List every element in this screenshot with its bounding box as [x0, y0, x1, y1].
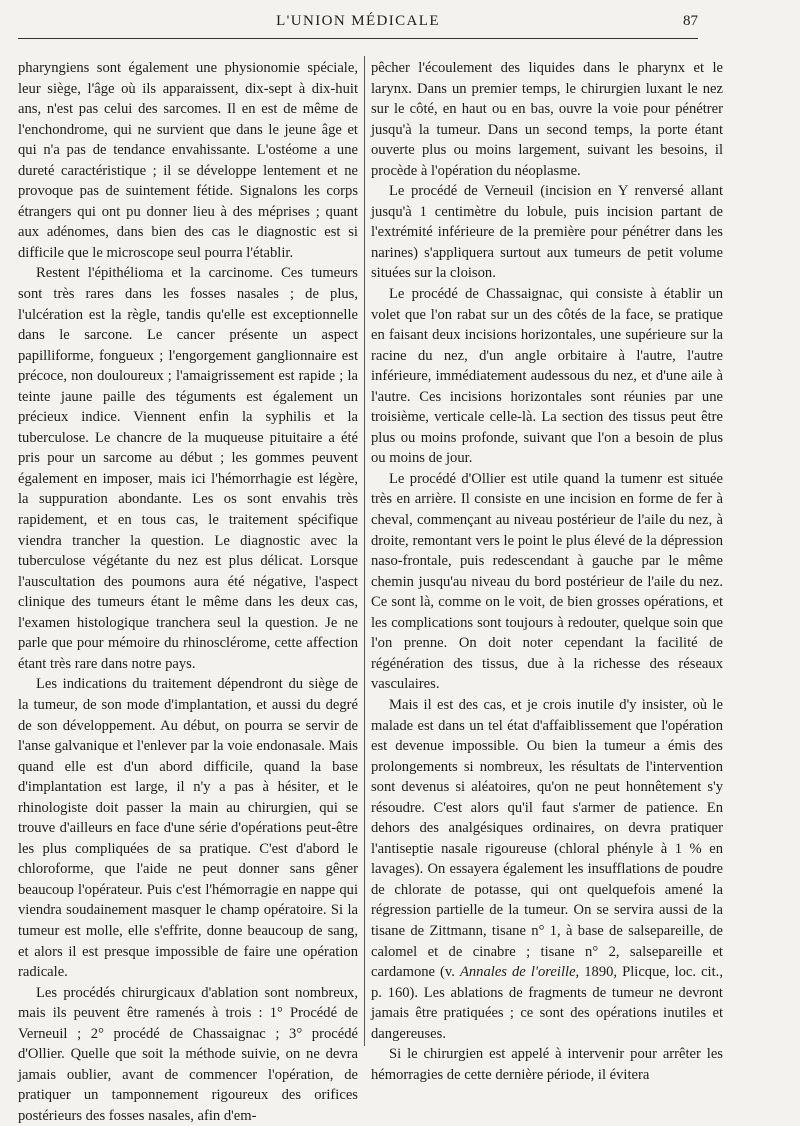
column-divider: [364, 56, 365, 1046]
paragraph: Les indications du traitement dépendront du siège de la tumeur, de son mode d'implantation, et aussi du degré de son développement. Au début, on pourra se servir de l'anse galvanique et l'enlever par la voie endonasale. Mais quand elle est d'un abord difficile, quand la base d'implantation est large, il n'y a pas à hésiter, et le rhinologiste doit passer la main au chirurgien, qui se trouve d'ailleurs en face d'une série d'opérations peut-être les plus compliquées de sa pratique. C'est d'abord le chloroforme, que l'aide ne peut donner sans gêner beaucoup l'opérateur. Puis c'est l'hémorragie en nappe qui viendra soudainement masquer le champ opératoire. Si la tumeur est molle, elle s'effrite, donne beaucoup de sang, et alors il est presque impossible de faire une opération radicale.: [18, 676, 358, 981]
right-column: [371, 58, 723, 1083]
header-rule: [18, 38, 698, 39]
paragraph-text: Mais il est des cas, et je crois inutile d'y insister, où le malade est dans un tel état d'affaiblissement que l'opération est devenue impossible. Ou bien la tumeur a émis des prolongements si nombreux, les résultats de l'intervention sont devenus si aléatoires, qu'on ne peut honnêtement s'y résoudre. C'est alors qu'il faut s'armer de patience. En dehors des analgésiques ordinaires, on devra pratiquer l'antiseptie nasale rigoureuse (chloral phényle à 1 % en lavages). On essayera également les insufflations de poudre de chlorate de potasse, qui ont quelquefois amené la régression partielle de la tumeur. On se servira aussi de la tisane de Zittmann, tisane n° 1, à base de salsepareille, de calomel et de cinabre ; tisane n° 2, salsepareille et cardamone (v.: [371, 696, 723, 981]
paragraph-text: , 1890, Plicque, loc. cit., p. 160). Les ablations de fragments de tumeur ne devront jamais être pratiquées ; ce sont des opérations inutiles et dangereuses.: [371, 964, 723, 1042]
paragraph: [371, 695, 723, 1044]
paragraph: Restent l'épithélioma et la carcinome. Ces tumeurs sont très rares dans les fosses nasales ; de plus, l'ulcération est la règle, tandis qu'elle est exceptionnelle dans le sarcone. Le cancer présente un aspect papilliforme, fongueux ; l'engorgement ganglionnaire est précoce, non douloureux ; l'amaigrissement est rapide ; la teinte jaune paille des téguments est également un précieux indice. Viennent enfin la syphilis et la tuberculose. Le chancre de la muqueuse pituitaire a été pris pour un sarcome au début ; les gommes peuvent également en imposer, mais ici l'hémorrhagie est légère, la suppuration abondante. Les os sont envahis très rapidement, et en tous cas, le traitement spécifique viendra trancher la question. Le diagnostic avec la tuberculose végétante du nez est plus délicat. Lorsque l'auscultation des poumons aura été négative, l'aspect clinique des tumeurs étant le même dans les deux cas, l'examen histologique tranchera seul la question. Je ne parle que pour mémoire du rhinosclérome, cette affection étant très rare dans notre pays.: [18, 265, 358, 672]
paragraph: Le procédé de Chassaignac, qui consiste à établir un volet que l'on rabat sur un des côtés de la face, se pratique en faisant deux incisions horizontales, une supérieure sur la racine du nez, d'un angle orbitaire à l'autre, l'autre inférieure, immédiatement audessous du nez, et d'une aile à l'autre. Ces incisions horizontales sont réunies par une troisième, verticale celle-là. La section des tissus peut être plus ou moins profonde, suivant que l'on a besoin de plus ou moins de jour.: [371, 286, 723, 467]
paragraph: Si le chirurgien est appelé à intervenir pour arrêter les hémorragies de cette dernière période, il évitera: [371, 1046, 723, 1083]
page-number: 87: [683, 13, 698, 29]
page-header: [18, 12, 698, 38]
paragraph: pêcher l'écoulement des liquides dans le pharynx et le larynx. Dans un premier temps, le chirurgien luxant le nez sur le côté, en haut ou en bas, ouvre la voie pour pénétrer jusqu'à la tumeur. Dans un second temps, la porte étant ouverte plus ou moins largement, suivant les besoins, il procède à l'opération du néoplasme.: [371, 60, 723, 179]
left-column: [18, 58, 358, 1124]
running-title: L'UNION MÉDICALE: [276, 13, 440, 29]
paragraph: pharyngiens sont également une physionomie spéciale, leur siège, l'âge où ils apparaissent, dix-sept à dix-huit ans, n'est pas celui des sarcomes. Il en est de même de l'enchondrome, qui ne survient que dans le jeune âge et qui n'a pas de tendance envahissante. L'ostéome a une dureté caractéristique ; il se développe lentement et ne provoque pas de suintement fétide. Signalons les corps étrangers qui ont pu donner lieu à des méprises ; quant aux adénomes, dans bien des cas le diagnostic est si difficile que le microscope seul pourra l'établir.: [18, 60, 358, 261]
paragraph: Le procédé de Verneuil (incision en Y renversé allant jusqu'à 1 centimètre du lobule, puis incision partant de l'extrémité inférieure de la première pour pénétrer dans les narines) s'appliquera surtout aux tumeurs de petit volume situées sur la cloison.: [371, 183, 723, 282]
journal-title: Annales de l'oreille: [459, 964, 576, 981]
paragraph: Les procédés chirurgicaux d'ablation sont nombreux, mais ils peuvent être ramenés à trois : 1° Procédé de Verneuil ; 2° procédé de Chassaignac ; 3° procédé d'Ollier. Quelle que soit la méthode suivie, on ne devra jamais oublier, avant de commencer l'opération, de pratiquer un tamponnement rigoureux des orifices postérieurs des fosses nasales, afin d'em-: [18, 984, 358, 1124]
paragraph: Le procédé d'Ollier est utile quand la tumenr est située très en arrière. Il consiste en une incision en forme de fer à cheval, commençant au niveau postérieur de l'aile du nez, à droite, remontant vers le point le plus élevé de la dépression naso-frontale, puis redescendant à gauche par le même chemin jusqu'au niveau du bord postérieur de l'aile du nez. Ce sont là, comme on le voit, de bien grosses opérations, et les complications sont toujours à redouter, quelque soin que l'on prenne. On doit noter cependant la facilité de régénération des tissus, due à la richesse des réseaux vasculaires.: [371, 470, 723, 693]
